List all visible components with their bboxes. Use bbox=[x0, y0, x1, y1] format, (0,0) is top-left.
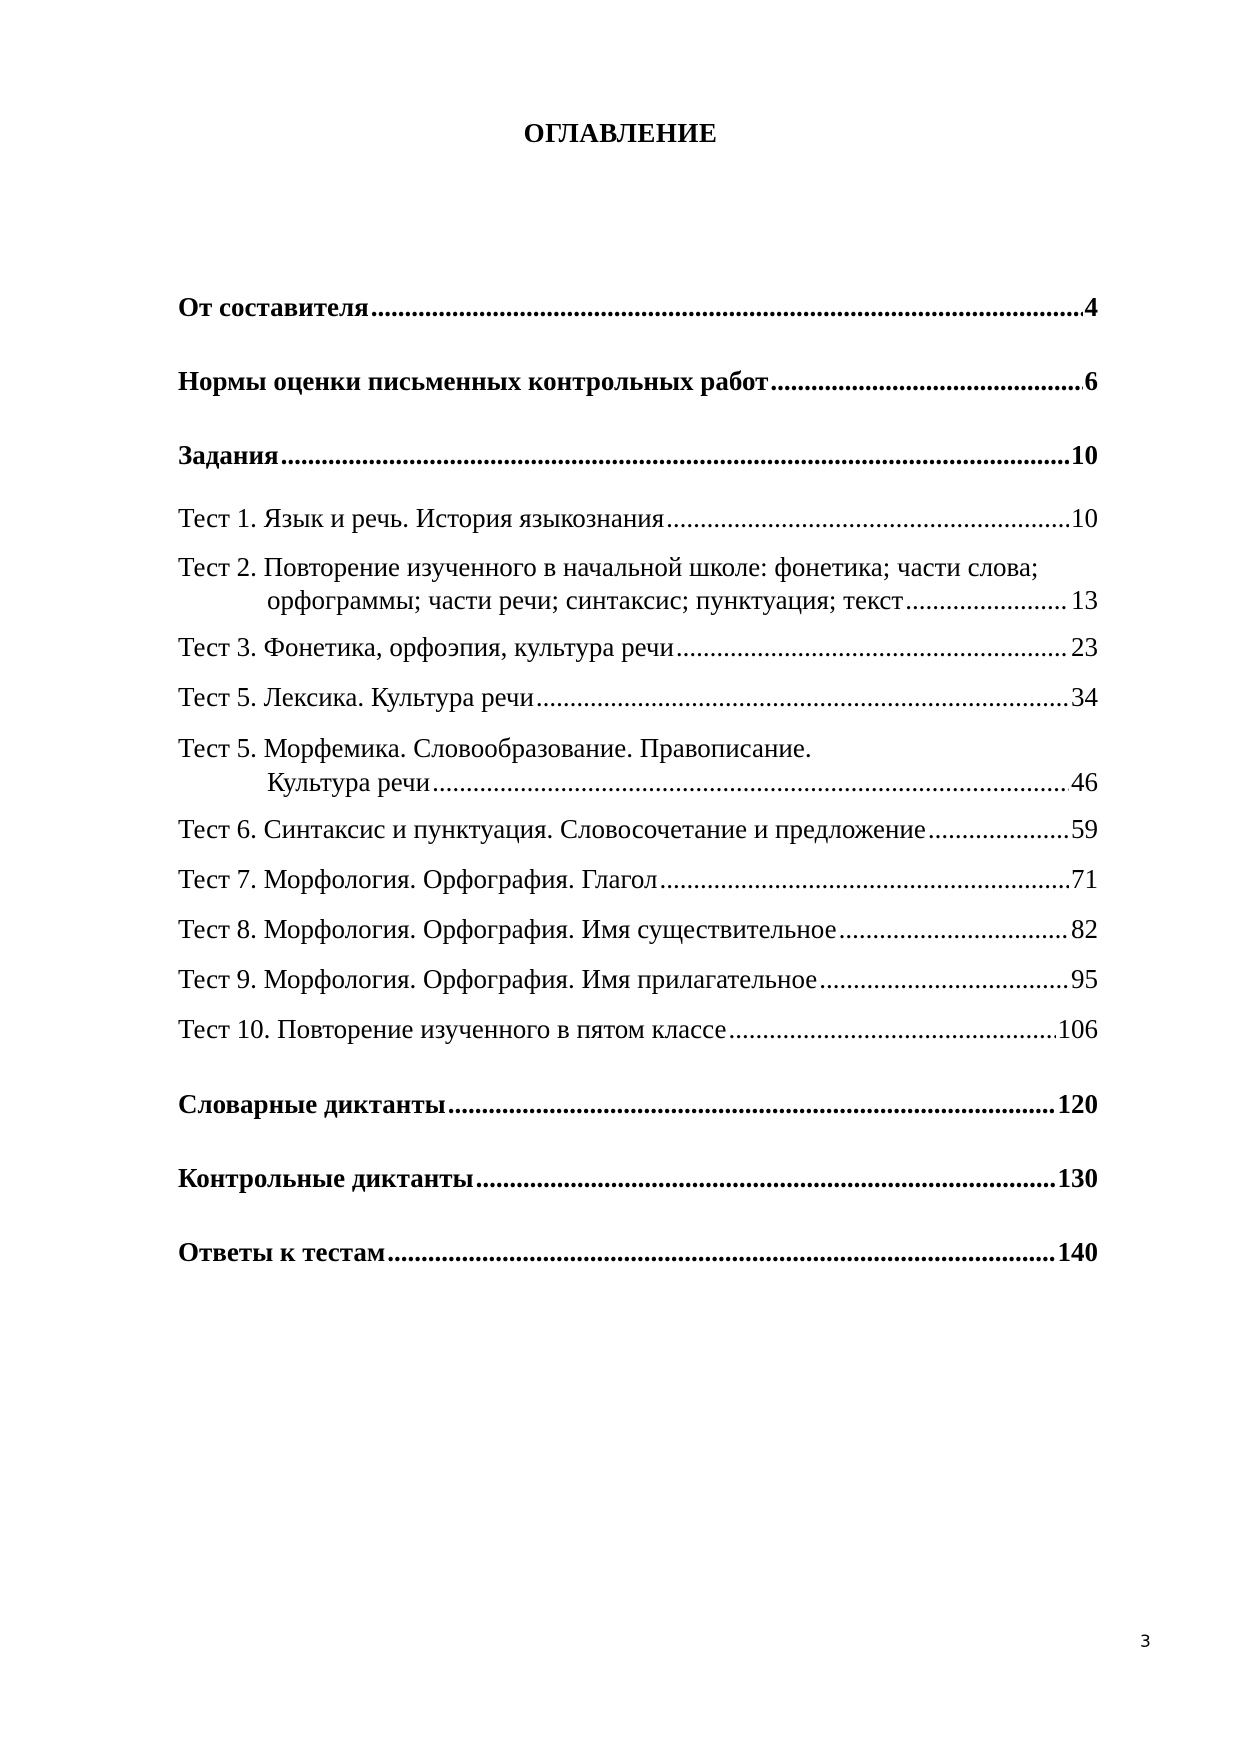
toc-leader-dots bbox=[770, 366, 1082, 397]
toc-leader-dots bbox=[728, 1014, 1055, 1045]
toc-entry-vocab-dictations[interactable] bbox=[178, 1089, 1098, 1120]
toc-entry-test-1[interactable] bbox=[178, 503, 1098, 534]
toc-entry-page: 71 bbox=[1071, 864, 1098, 894]
toc-entry-label: Тест 8. Морфология. Орфография. Имя существительное bbox=[178, 914, 837, 944]
toc-leader-dots bbox=[676, 632, 1069, 663]
toc-entry-label: Нормы оценки письменных контрольных работ bbox=[178, 366, 769, 396]
toc-entry-test-8[interactable] bbox=[178, 914, 1098, 945]
toc-entry-test-5-lexicon[interactable] bbox=[178, 682, 1098, 713]
toc-entry-tasks[interactable] bbox=[178, 440, 1098, 471]
toc-entry-page: 13 bbox=[1071, 585, 1098, 615]
toc-entry-test-2[interactable] bbox=[267, 585, 1098, 616]
toc-entry-test-7[interactable] bbox=[178, 864, 1098, 895]
toc-leader-dots bbox=[660, 864, 1069, 895]
toc-entry-label: Культура речи bbox=[267, 767, 431, 797]
toc-entry-label: Тест 6. Синтаксис и пунктуация. Словосочетание и предложение bbox=[178, 814, 926, 844]
page-number: 3 bbox=[1140, 1632, 1151, 1652]
toc-leader-dots bbox=[281, 440, 1069, 471]
toc-entry-page: 4 bbox=[1084, 292, 1098, 322]
toc-entry-page: 6 bbox=[1084, 366, 1098, 396]
toc-entry-page: 130 bbox=[1057, 1163, 1098, 1193]
toc-entry-control-dictations[interactable] bbox=[178, 1163, 1098, 1194]
toc-leader-dots bbox=[476, 1163, 1056, 1194]
toc-entry-label: Контрольные диктанты bbox=[178, 1163, 474, 1193]
toc-leader-dots bbox=[928, 814, 1069, 845]
toc-leader-dots bbox=[432, 767, 1069, 798]
toc-entry-label: Ответы к тестам bbox=[178, 1237, 386, 1267]
toc-entry-page: 46 bbox=[1071, 767, 1098, 797]
toc-entry-page: 34 bbox=[1071, 682, 1098, 712]
toc-entry-test-3[interactable] bbox=[178, 632, 1098, 663]
toc-entry-label: Тест 9. Морфология. Орфография. Имя прилагательное bbox=[178, 964, 818, 994]
toc-entry-page: 82 bbox=[1071, 914, 1098, 944]
toc-entry-label: орфограммы; части речи; синтаксис; пунктуация; текст bbox=[267, 585, 904, 615]
toc-leader-dots bbox=[371, 292, 1083, 323]
toc-entry-label: От составителя bbox=[178, 292, 369, 322]
toc-leader-dots bbox=[819, 964, 1069, 995]
toc-entry-page: 10 bbox=[1071, 440, 1098, 470]
toc-leader-dots bbox=[666, 503, 1069, 534]
toc-entry-label: Тест 10. Повторение изученного в пятом классе bbox=[178, 1014, 727, 1044]
toc-entry-answers[interactable] bbox=[178, 1237, 1098, 1268]
toc-entry-label: Тест 3. Фонетика, орфоэпия, культура речи bbox=[178, 632, 674, 662]
toc-entry-norms[interactable] bbox=[178, 366, 1098, 397]
toc-entry-test-6[interactable] bbox=[178, 814, 1098, 845]
toc-entry-label: Задания bbox=[178, 440, 279, 470]
toc-entry-label: Тест 7. Морфология. Орфография. Глагол bbox=[178, 864, 658, 894]
toc-entry-page: 59 bbox=[1071, 814, 1098, 844]
toc-entry-test-9[interactable] bbox=[178, 964, 1098, 995]
toc-entry-label: Тест 5. Лексика. Культура речи bbox=[178, 682, 534, 712]
toc-entry-page: 140 bbox=[1057, 1237, 1098, 1267]
toc-leader-dots bbox=[905, 585, 1069, 616]
toc-entry-label: Словарные диктанты bbox=[178, 1089, 446, 1119]
toc-leader-dots bbox=[536, 682, 1069, 713]
toc-leader-dots bbox=[839, 914, 1069, 945]
toc-entry-test-5-morphemics-line1[interactable]: Тест 5. Морфемика. Словообразование. Правописание. bbox=[178, 733, 812, 763]
toc-entry-page: 106 bbox=[1057, 1014, 1098, 1044]
toc-leader-dots bbox=[448, 1089, 1056, 1120]
toc-entry-page: 10 bbox=[1071, 503, 1098, 533]
toc-entry-test-2-line1[interactable]: Тест 2. Повторение изученного в начальной школе: фонетика; части слова; bbox=[178, 552, 1039, 582]
toc-entry-page: 23 bbox=[1071, 632, 1098, 662]
toc-entry-test-5-morphemics[interactable] bbox=[267, 767, 1098, 798]
toc-entry-page: 120 bbox=[1057, 1089, 1098, 1119]
toc-entry-from-compiler[interactable] bbox=[178, 292, 1098, 323]
page-title: ОГЛАВЛЕНИЕ bbox=[523, 118, 718, 148]
toc-entry-test-10[interactable] bbox=[178, 1014, 1098, 1045]
toc-leader-dots bbox=[387, 1237, 1055, 1268]
toc-entry-page: 95 bbox=[1071, 964, 1098, 994]
toc-entry-label: Тест 1. Язык и речь. История языкознания bbox=[178, 503, 665, 533]
